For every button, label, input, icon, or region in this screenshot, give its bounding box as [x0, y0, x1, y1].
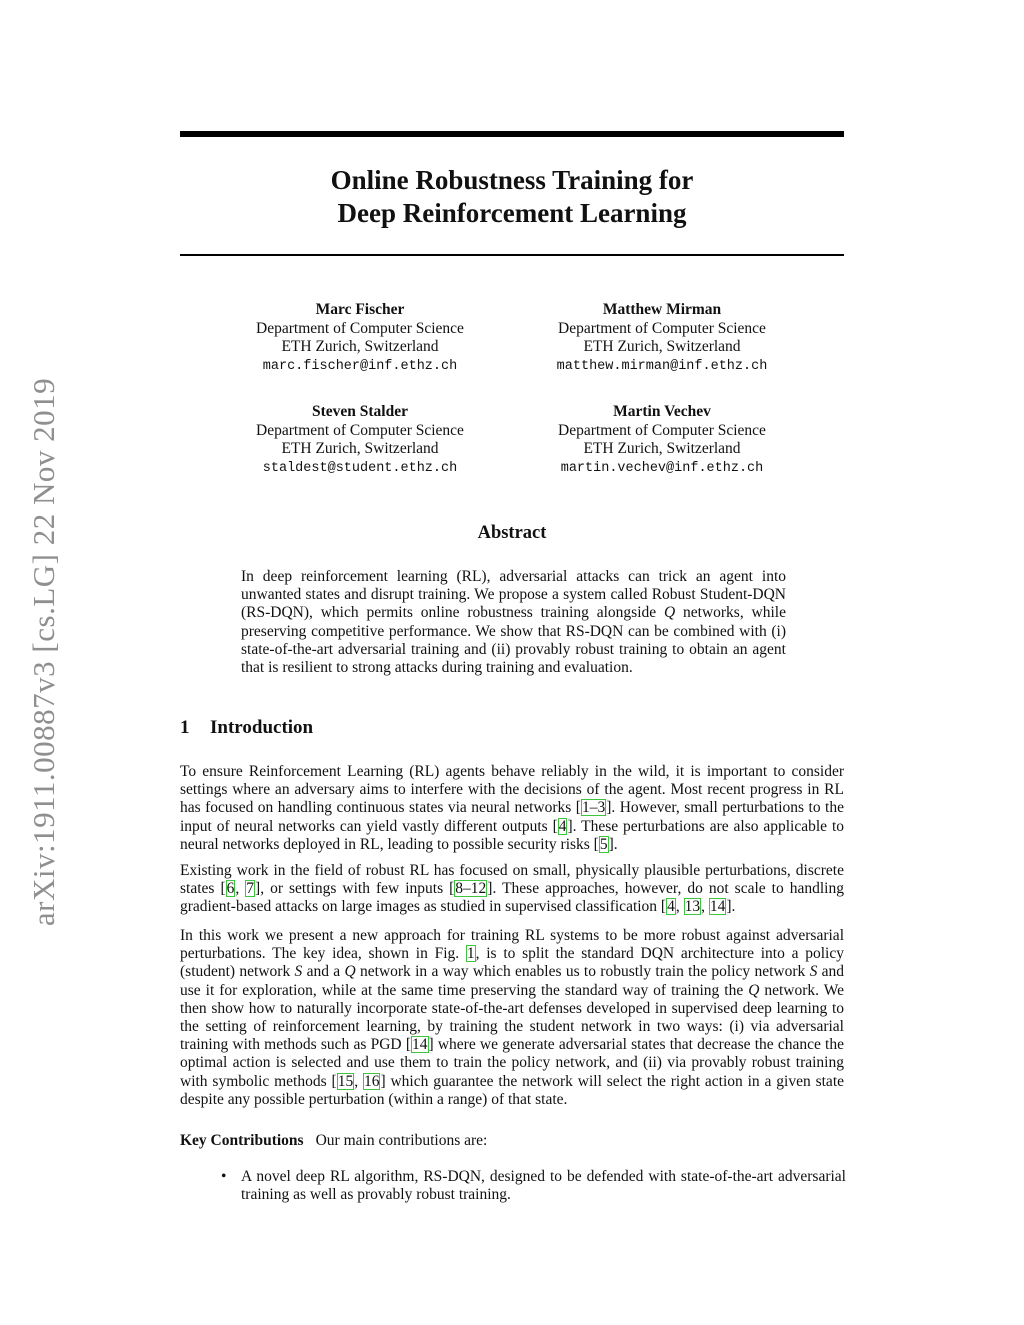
citation-link[interactable]: 8–12 — [455, 880, 487, 898]
author-name: Marc Fischer — [315, 301, 405, 318]
paragraph — [180, 763, 844, 854]
citation-link[interactable]: 16 — [363, 1072, 380, 1090]
paragraph-text: , — [354, 1072, 363, 1090]
citation-link[interactable]: 7 — [246, 880, 255, 898]
paragraph-text: ]. — [726, 898, 736, 916]
paragraph-text: ] which guarantee the network will select the right action in a given state despite any possible perturbation (within a range) of that state. — [180, 1072, 845, 1108]
author-department: Department of Computer Science — [256, 421, 464, 439]
list-item — [221, 1168, 846, 1204]
paragraph — [180, 927, 844, 1109]
arxiv-stamp: arXiv:1911.00887v3 [cs.LG] 22 Nov 2019 — [26, 377, 61, 927]
contributions-heading: Key Contributions — [180, 1132, 304, 1149]
abstract-text: networks, while preserving competitive performance. We show that RS-DQN can be combined with (i) state-of-the-art adversarial training and (ii) provably robust training to obtain an agent that is resilient to strong attacks during training and evaluation. — [241, 604, 786, 677]
author-email: staldest@student.ethz.ch — [262, 460, 458, 476]
abstract-body — [241, 568, 786, 677]
math-symbol: Q — [748, 981, 760, 999]
title-rule-bottom — [180, 254, 844, 256]
paragraph-text: , — [675, 898, 684, 916]
citation-link[interactable]: 14 — [412, 1036, 428, 1054]
author-affiliation: ETH Zurich, Switzerland — [583, 338, 741, 355]
author-block — [522, 403, 802, 478]
author-email: matthew.mirman@inf.ethz.ch — [556, 358, 768, 374]
math-symbol: S — [809, 963, 818, 981]
paragraph-text: Existing work in the field of robust RL has focused on small, physically plausible perturbations, discrete states [ — [180, 862, 844, 898]
paper-title — [180, 164, 844, 230]
author-name: Steven Stalder — [311, 403, 408, 420]
math-symbol: S — [294, 963, 303, 981]
citation-link[interactable]: 4 — [667, 898, 675, 916]
paragraph-text: To ensure Reinforcement Learning (RL) agents behave reliably in the wild, it is important to consider settings where an adversary aims to interfere with the decisions of the agent. Most recent progress in RL has focused on handling continuous states via neural networks [ — [180, 763, 844, 817]
section-number: 1 — [180, 717, 190, 738]
author-affiliation: ETH Zurich, Switzerland — [583, 440, 741, 457]
citation-link[interactable]: 4 — [558, 817, 567, 835]
title-line-2: Deep Reinforcement Learning — [337, 198, 687, 228]
author-block — [220, 301, 500, 376]
author-block — [220, 403, 500, 478]
paragraph-text: In this work we present a new approach for training RL systems to be more robust against adversarial perturbations. The key idea, shown in Fig. — [180, 927, 844, 963]
abstract-heading: Abstract — [477, 523, 547, 543]
section-title: Introduction — [210, 717, 314, 738]
author-email: martin.vechev@inf.ethz.ch — [560, 460, 764, 476]
author-name: Matthew Mirman — [602, 301, 722, 318]
paragraph-text: network. We then show how to naturally incorporate state-of-the-art defenses developed in supervised deep learning to the setting of reinforcement learning, by training the student network in two ways: (i) via adversarial training with methods such as PGD [ — [180, 981, 845, 1054]
paragraph-text: and use it for exploration, while at the same time preserving the standard way of training the — [180, 963, 845, 999]
abstract-text: In deep reinforcement learning (RL), adversarial attacks can trick an agent into unwanted states and disrupt training. We propose a system called Robust Student-DQN (RS-DQN), which permits online robustness training alongside — [241, 568, 786, 622]
author-department: Department of Computer Science — [558, 421, 766, 439]
paragraph — [180, 862, 844, 917]
citation-link[interactable]: 14 — [709, 898, 726, 916]
paragraph-text: and a — [302, 963, 345, 981]
paragraph-text: , — [235, 880, 246, 898]
paragraph-text: ]. However, small perturbations to the input of neural networks can yield vastly different outputs [ — [180, 799, 844, 835]
citation-link[interactable]: 5 — [599, 835, 608, 853]
figure-link[interactable]: 1 — [466, 945, 475, 963]
contributions-text: Our main contributions are: — [315, 1132, 488, 1149]
title-rule-top — [180, 131, 844, 137]
author-name: Martin Vechev — [613, 403, 711, 420]
contributions-paragraph — [180, 1132, 487, 1150]
citation-link[interactable]: 6 — [226, 880, 235, 898]
title-line-1: Online Robustness Training for — [330, 165, 694, 195]
author-affiliation: ETH Zurich, Switzerland — [281, 440, 439, 457]
section-heading — [180, 717, 313, 739]
author-email: marc.fischer@inf.ethz.ch — [262, 358, 458, 374]
paragraph-text: ] where we generate adversarial states that decrease the chance the optimal action is selected and use them to train the policy network, and (ii) via provably robust training with symbolic methods [ — [180, 1036, 844, 1090]
paragraph-text: ]. These approaches, however, do not scale to handling gradient-based attacks on large images as studied in supervised classification [ — [180, 880, 844, 916]
paragraph-text: ]. — [608, 835, 618, 853]
author-department: Department of Computer Science — [558, 319, 766, 337]
paragraph-text: network in a way which enables us to robustly train the policy network — [355, 963, 810, 981]
author-affiliation: ETH Zurich, Switzerland — [281, 338, 439, 355]
paragraph-text: ]. These perturbations are also applicable to neural networks deployed in RL, leading to possible security risks [ — [180, 817, 844, 853]
paragraph-text: , is to split the standard DQN architecture into a policy (student) network — [180, 945, 844, 981]
math-symbol: Q — [344, 963, 356, 981]
math-symbol: Q — [663, 604, 676, 622]
citation-link[interactable]: 15 — [337, 1072, 354, 1090]
citation-link[interactable]: 1–3 — [581, 799, 606, 817]
author-block — [522, 301, 802, 376]
bullet-icon: • — [221, 1168, 227, 1185]
list-item-text: A novel deep RL algorithm, RS-DQN, designed to be defended with state-of-the-art adversarial training as well as provably robust training. — [241, 1168, 846, 1204]
author-department: Department of Computer Science — [256, 319, 464, 337]
paragraph-text: , — [701, 898, 709, 916]
paragraph-text: ], or settings with few inputs [ — [255, 880, 455, 898]
citation-link[interactable]: 13 — [684, 898, 701, 916]
